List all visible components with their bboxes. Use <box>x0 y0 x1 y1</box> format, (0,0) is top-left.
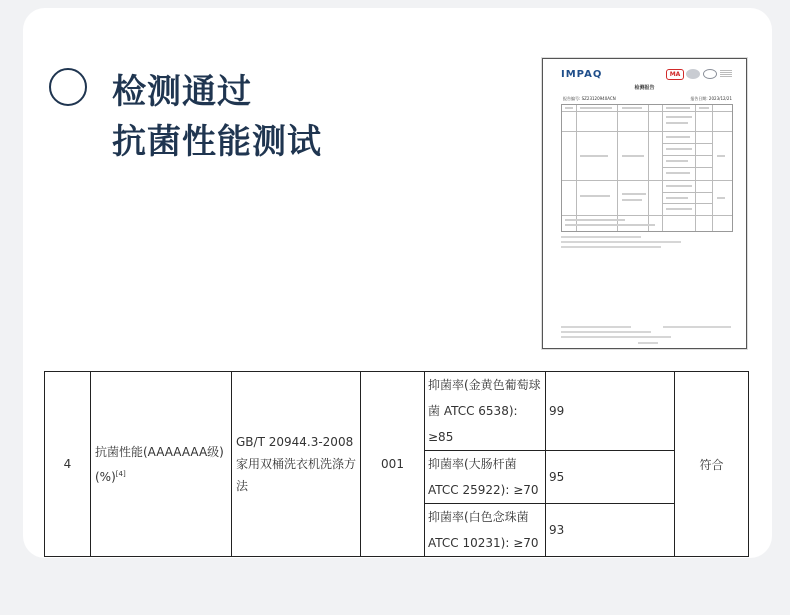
requirement-cell: 抑菌率(金黄色葡萄球菌 ATCC 6538): ≥85 <box>425 372 546 451</box>
table-divider <box>662 105 663 231</box>
report-date: 报告日期: 2023/12/21 <box>690 96 732 101</box>
standard-method: 家用双桶洗衣机洗涤方法 <box>236 457 357 493</box>
verdict-cell: 符合 <box>675 372 749 557</box>
table-divider <box>712 105 713 231</box>
row-number-cell: 4 <box>45 372 91 557</box>
test-item-cell <box>91 372 232 557</box>
table-text <box>580 155 608 157</box>
table-divider <box>576 105 577 231</box>
cnas-seal-icon <box>703 69 717 79</box>
report-page-number <box>638 342 658 344</box>
table-text <box>622 155 644 157</box>
table-divider <box>562 215 732 216</box>
certification-text-block <box>720 70 732 78</box>
table-text <box>666 208 692 210</box>
table-text <box>580 107 612 109</box>
table-text <box>622 193 646 195</box>
test-item-name: 抗菌性能(AAAAAAA级)(%) <box>95 444 224 484</box>
standard-code: GB/T 20944.3-2008 <box>236 435 354 449</box>
heading-line-1: 检测通过 <box>112 72 252 112</box>
table-text <box>666 122 688 124</box>
table-text <box>565 219 625 221</box>
table-text <box>565 224 655 226</box>
test-result-table <box>44 371 749 557</box>
table-divider <box>662 143 712 144</box>
result-value-cell: 95 <box>546 451 675 504</box>
report-brand-logo: IMPAQ <box>561 69 603 80</box>
table-text <box>666 160 688 162</box>
footnote-marker: [4] <box>115 469 126 478</box>
table-divider <box>662 155 712 156</box>
report-result-table <box>561 104 733 232</box>
table-row <box>45 372 749 451</box>
table-text <box>666 116 692 118</box>
certification-seal-icon <box>686 69 700 79</box>
table-divider <box>562 131 732 132</box>
table-text <box>622 199 642 201</box>
ma-certification-badge: MA <box>666 69 684 80</box>
result-value-cell: 93 <box>546 504 675 557</box>
requirement-cell: 抑菌率(大肠杆菌ATCC 25922): ≥70 <box>425 451 546 504</box>
table-divider <box>695 105 696 231</box>
table-text <box>666 185 692 187</box>
circle-icon <box>49 68 87 106</box>
table-divider <box>648 105 649 231</box>
table-divider <box>662 192 712 193</box>
report-footnote <box>561 336 671 338</box>
result-value-cell: 99 <box>546 372 675 451</box>
table-text <box>666 136 690 138</box>
table-text <box>717 197 725 199</box>
sample-code-cell: 001 <box>361 372 425 557</box>
report-footnote <box>561 331 651 333</box>
report-footnote <box>561 241 681 243</box>
report-thumbnail <box>542 58 747 349</box>
table-divider <box>662 203 712 204</box>
table-text <box>666 197 688 199</box>
report-footnote <box>561 326 631 328</box>
table-text <box>717 155 725 157</box>
table-text <box>580 195 610 197</box>
table-divider <box>662 167 712 168</box>
requirement-cell: 抑菌率(白色念珠菌ATCC 10231): ≥70 <box>425 504 546 557</box>
table-text <box>565 107 573 109</box>
table-text <box>622 107 642 109</box>
table-text <box>666 172 690 174</box>
report-number: 报告编号: SZ23120940ACN <box>563 96 616 101</box>
table-text <box>666 148 692 150</box>
table-divider <box>562 180 732 181</box>
heading-line-2: 抗菌性能测试 <box>112 122 322 162</box>
test-standard-cell <box>232 372 361 557</box>
table-text <box>666 107 690 109</box>
report-title: 检测报告 <box>634 85 655 91</box>
report-footnote <box>663 326 731 328</box>
table-divider <box>562 111 732 112</box>
report-footnote <box>561 236 641 238</box>
report-footnote <box>561 246 661 248</box>
table-text <box>699 107 709 109</box>
table-divider <box>617 105 618 231</box>
